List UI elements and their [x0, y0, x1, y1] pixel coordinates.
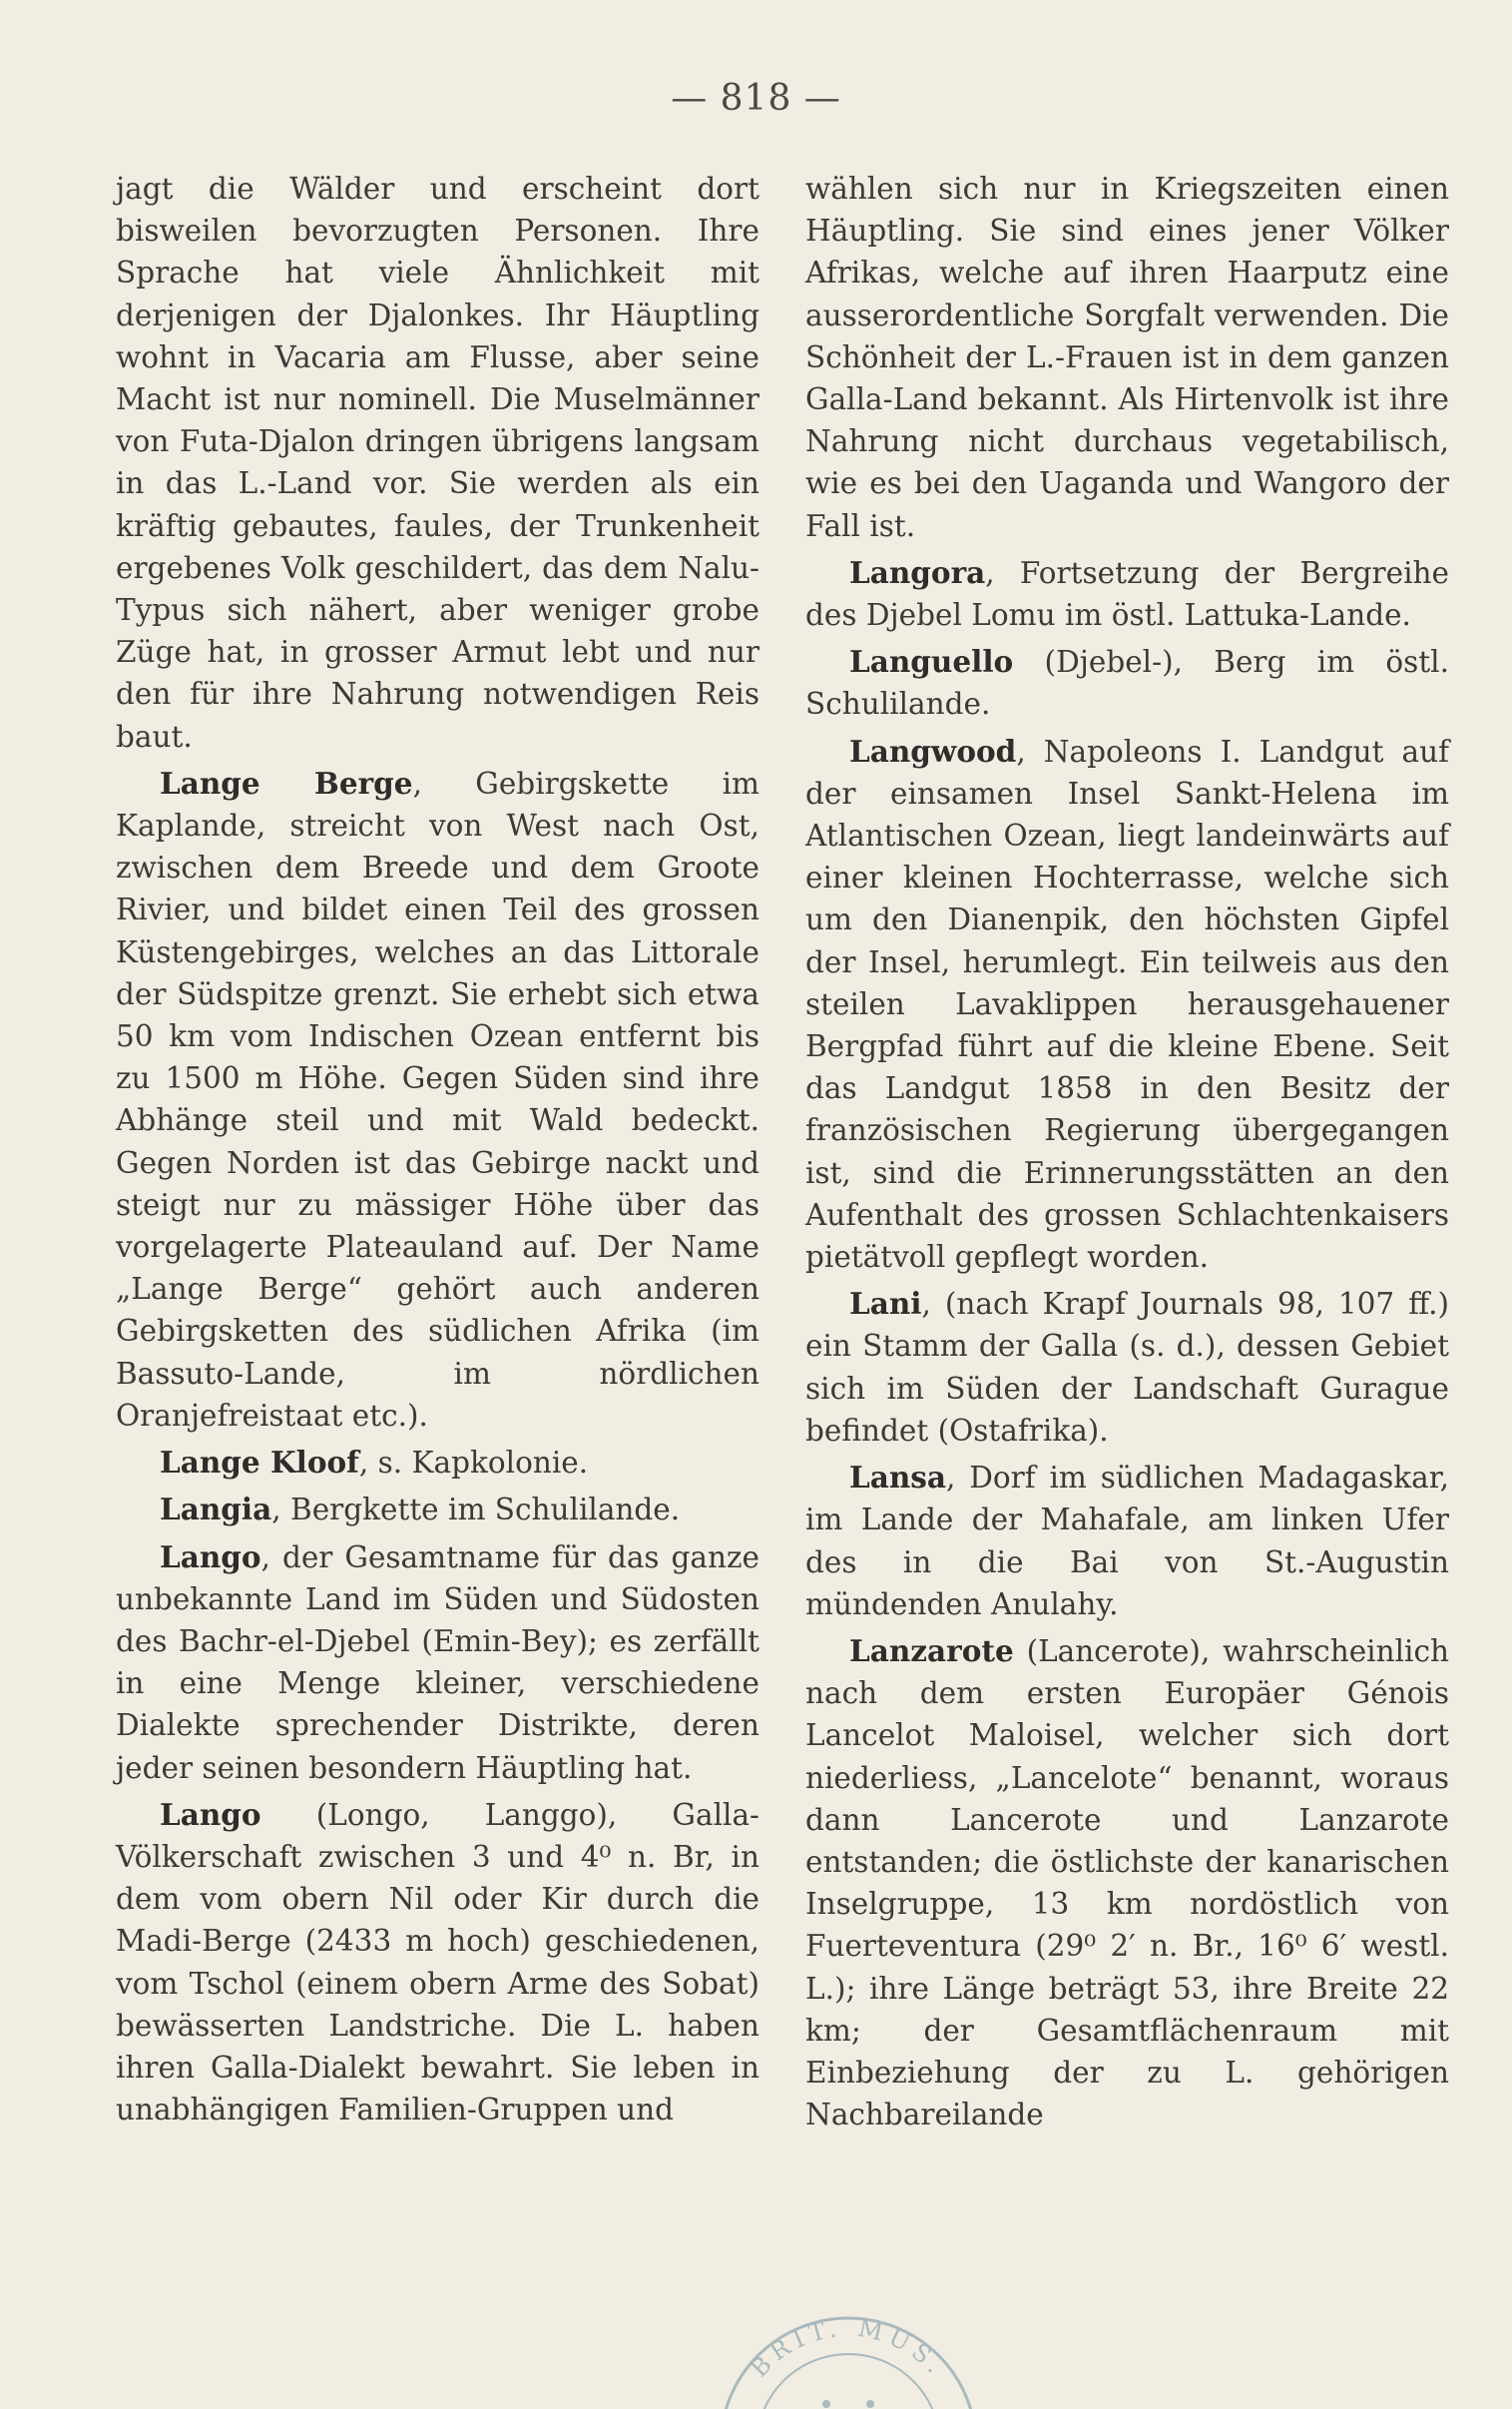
entry-langia	[116, 1489, 759, 1530]
entry-lani	[805, 1283, 1449, 1452]
headword: Languello	[849, 644, 1014, 680]
entry-lange-berge	[116, 763, 759, 1437]
right-intro-paragraph: wählen sich nur in Kriegszeiten einen Häuptling. Sie sind eines jener Völker Afrikas, welche auf ihren Haarputz eine ausserordentliche Sorgfalt verwenden. Die Schönheit der L.-Frauen ist in dem ganzen Galla-Land bekannt. Als Hirtenvolk ist ihre Nahrung nicht durchaus vegetabilisch, wie es bei den Uaganda und Wangoro der Fall ist.	[805, 172, 1449, 543]
headword: Langia	[160, 1492, 272, 1527]
entry-text: (Djebel-), Berg im östl. Schulilande.	[805, 645, 1449, 722]
entry-lansa	[805, 1457, 1449, 1625]
entry-languello	[805, 641, 1449, 725]
headword: Langora	[849, 554, 986, 590]
headword: Lanzarote	[849, 1632, 1014, 1668]
headword: Langwood	[849, 733, 1017, 769]
library-stamp	[699, 2296, 998, 2409]
entry-text: (Lancerote), wahrscheinlich nach dem ersten Europäer Génois Lancelot Maloisel, welcher sich dort niederliess, „Lancelote“ benannt, woraus dann Lancerote und Lanzarote entstanden; die östlichste der kanarischen Inselgruppe, 13 km nordöstlich von Fuerteventura (29⁰ 2′ n. Br., 16⁰ 6′ westl. L.); ihre Länge beträgt 53, ihre Breite 22 km; der Gesamtflächenraum mit Einbeziehung der zu L. gehörigen Nachbareilande	[805, 1633, 1449, 2132]
entry-lange-kloof	[116, 1442, 759, 1484]
headword: Lange Kloof	[160, 1445, 359, 1481]
headword: Lani	[849, 1286, 922, 1322]
entry-text: , Bergkette im Schulilande.	[271, 1493, 681, 1527]
headword: Lango	[160, 1538, 261, 1574]
right-column	[805, 168, 1449, 2135]
entry-lanzarote	[805, 1630, 1449, 2135]
headword: Lango	[160, 1796, 261, 1832]
left-intro-paragraph: jagt die Wälder und erscheint dort bisweilen bevorzugten Personen. Ihre Sprache hat viele Ähnlichkeit mit derjenigen der Djalonkes. Ihr Häuptling wohnt in Vacaria am Flusse, aber seine Macht ist nur nominell. Die Muselmänner von Futa-Djalon dringen übrigens langsam in das L.-Land vor. Sie werden als ein kräftig gebautes, faules, der Trunkenheit ergebenes Volk geschildert, das dem Nalu-Typus sich nähert, aber weniger grobe Züge hat, in grosser Armut lebt und nur den für ihre Nahrung notwendigen Reis baut.	[116, 172, 759, 754]
entry-text: , Fortsetzung der Bergreihe des Djebel Lomu im östl. Lattuka-Lande.	[805, 555, 1449, 633]
entry-text: , (nach Krapf Journals 98, 107 ff.) ein Stamm der Galla (s. d.), dessen Gebiet sich im Süden der Landschaft Gurague befindet (Ostafrika).	[805, 1287, 1449, 1448]
entry-lango-people	[116, 1794, 759, 2131]
left-column	[116, 168, 759, 2130]
entry-text: , Dorf im südlichen Madagaskar, im Lande der Mahafale, am linken Ufer des in die Bai von St.-Augustin mündenden Anulahy.	[805, 1461, 1449, 1621]
entry-text: (Longo, Langgo), Galla-Völkerschaft zwischen 3 und 4⁰ n. Br, in dem vom obern Nil oder Kir durch die Madi-Berge (2433 m hoch) geschiedenen, vom Tschol (einem obern Arme des Sobat) bewässerten Landstriche. Die L. haben ihren Galla-Dialekt bewahrt. Sie leben in unabhängigen Familien-Gruppen und	[116, 1797, 759, 2127]
headword: Lansa	[849, 1460, 947, 1496]
entry-langwood	[805, 731, 1449, 1279]
headword: Lange Berge	[160, 765, 413, 801]
page-number: — 818 —	[671, 78, 841, 119]
svg-text:BRIT. MUS.: BRIT. MUS.	[745, 2313, 952, 2383]
entry-text: , Napoleons I. Landgut auf der einsamen Insel Sankt-Helena im Atlantischen Ozean, liegt landeinwärts auf einer kleinen Hochterrasse, welche sich um den Dianenpik, den höchsten Gipfel der Insel, herumlegt. Ein teilweis aus den steilen Lavaklippen herausgehauener Bergpfad führt auf die kleine Ebene. Seit das Landgut 1858 in den Besitz der französischen Regierung übergegangen ist, sind die Erinnerungsstätten an den Aufenthalt des grossen Schlachtenkaisers pietätvoll gepflegt worden.	[805, 734, 1449, 1275]
entry-text: , der Gesamtname für das ganze unbekannte Land im Süden und Südosten des Bachr-el-Djebel (Emin-Bey); es zerfällt in eine Menge kleiner, verschiedene Dialekte sprechender Distrikte, deren jeder seinen besondern Häuptling hat.	[116, 1539, 759, 1785]
entry-lango-land	[116, 1536, 759, 1789]
entry-text: , Gebirgskette im Kaplande, streicht von West nach Ost, zwischen dem Breede und dem Groote Rivier, und bildet einen Teil des grossen Küstengebirges, welches an das Littorale der Südspitze grenzt. Sie erhebt sich etwa 50 km vom Indischen Ozean entfernt bis zu 1500 m Höhe. Gegen Süden sind ihre Abhänge steil und mit Wald bedeckt. Gegen Norden ist das Gebirge nackt und steigt nur zu mässiger Höhe über das vorgelagerte Plateauland auf. Der Name „Lange Berge“ gehört auch anderen Gebirgsketten des südlichen Afrika (im Bassuto-Lande, im nördlichen Oranjefreistaat etc.).	[116, 766, 759, 1433]
entry-text: , s. Kapkolonie.	[358, 1446, 589, 1481]
entry-langora	[805, 552, 1449, 636]
